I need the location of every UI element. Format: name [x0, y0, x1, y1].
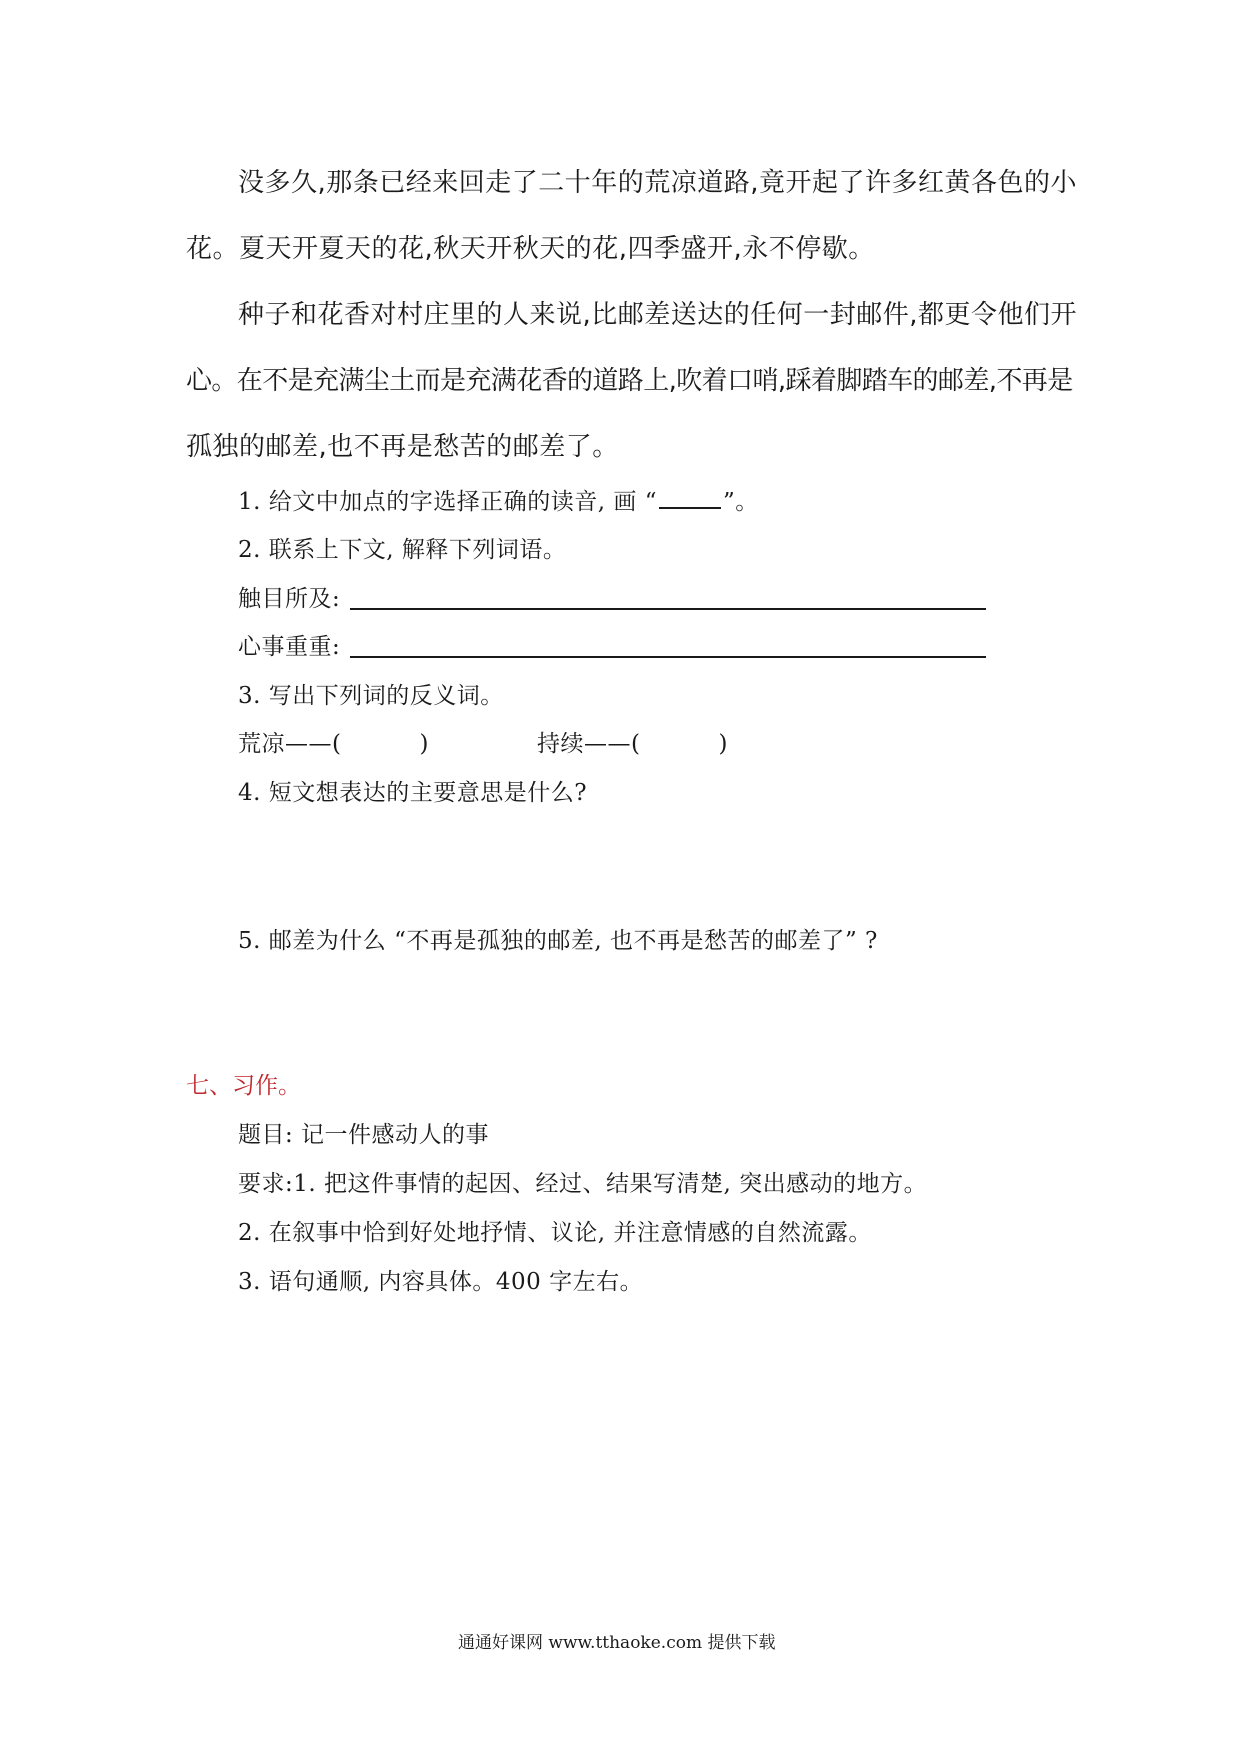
answer-blank-short[interactable] — [659, 487, 721, 509]
composition-requirement-2: 2. 在叙事中恰到好处地抒情、议论, 并注意情感的自然流露。 — [238, 1220, 872, 1246]
composition-requirement-1: 要求:1. 把这件事情的起因、经过、结果写清楚, 突出感动的地方。 — [238, 1171, 928, 1197]
page-footer: 通通好课网 www.tthaoke.com 提供下载 — [458, 1633, 776, 1653]
question-1 — [238, 487, 759, 517]
section-heading-composition: 七、习作。 — [186, 1073, 301, 1099]
term-2-label: 心事重重: — [238, 634, 341, 660]
antonym-close-2: ) — [718, 731, 728, 757]
question-3: 3. 写出下列词的反义词。 — [238, 683, 504, 709]
composition-topic: 题目: 记一件感动人的事 — [238, 1122, 490, 1148]
passage-line-3: 种子和花香对村庄里的人来说,比邮差送达的任何一封邮件,都更令他们开 — [238, 300, 1078, 330]
term-1-answer-line[interactable] — [350, 608, 986, 610]
term-2-answer-line[interactable] — [350, 656, 986, 658]
passage-line-4: 心。在不是充满尘土而是充满花香的道路上,吹着口哨,踩着脚踏车的邮差,不再是 — [186, 366, 1073, 396]
question-1-text: 1. 给文中加点的字选择正确的读音, 画 “ — [238, 489, 657, 515]
antonym-row — [238, 729, 728, 759]
antonym-close-1: ) — [419, 731, 429, 757]
term-1-label: 触目所及: — [238, 586, 341, 612]
question-2: 2. 联系上下文, 解释下列词语。 — [238, 537, 567, 563]
composition-requirement-3: 3. 语句通顺, 内容具体。400 字左右。 — [238, 1269, 644, 1295]
antonym-word-1: 荒凉——( — [238, 731, 342, 757]
question-1-suffix: ”。 — [722, 489, 759, 515]
question-5: 5. 邮差为什么 “不再是孤独的邮差, 也不再是愁苦的邮差了” ? — [238, 928, 878, 954]
passage-line-1: 没多久,那条已经来回走了二十年的荒凉道路,竟开起了许多红黄各色的小 — [238, 168, 1078, 198]
passage-line-5: 孤独的邮差,也不再是愁苦的邮差了。 — [186, 432, 619, 462]
antonym-word-2: 持续——( — [536, 731, 641, 757]
question-4: 4. 短文想表达的主要意思是什么? — [238, 780, 588, 806]
passage-line-2: 花。夏天开夏天的花,秋天开秋天的花,四季盛开,永不停歇。 — [186, 234, 875, 264]
